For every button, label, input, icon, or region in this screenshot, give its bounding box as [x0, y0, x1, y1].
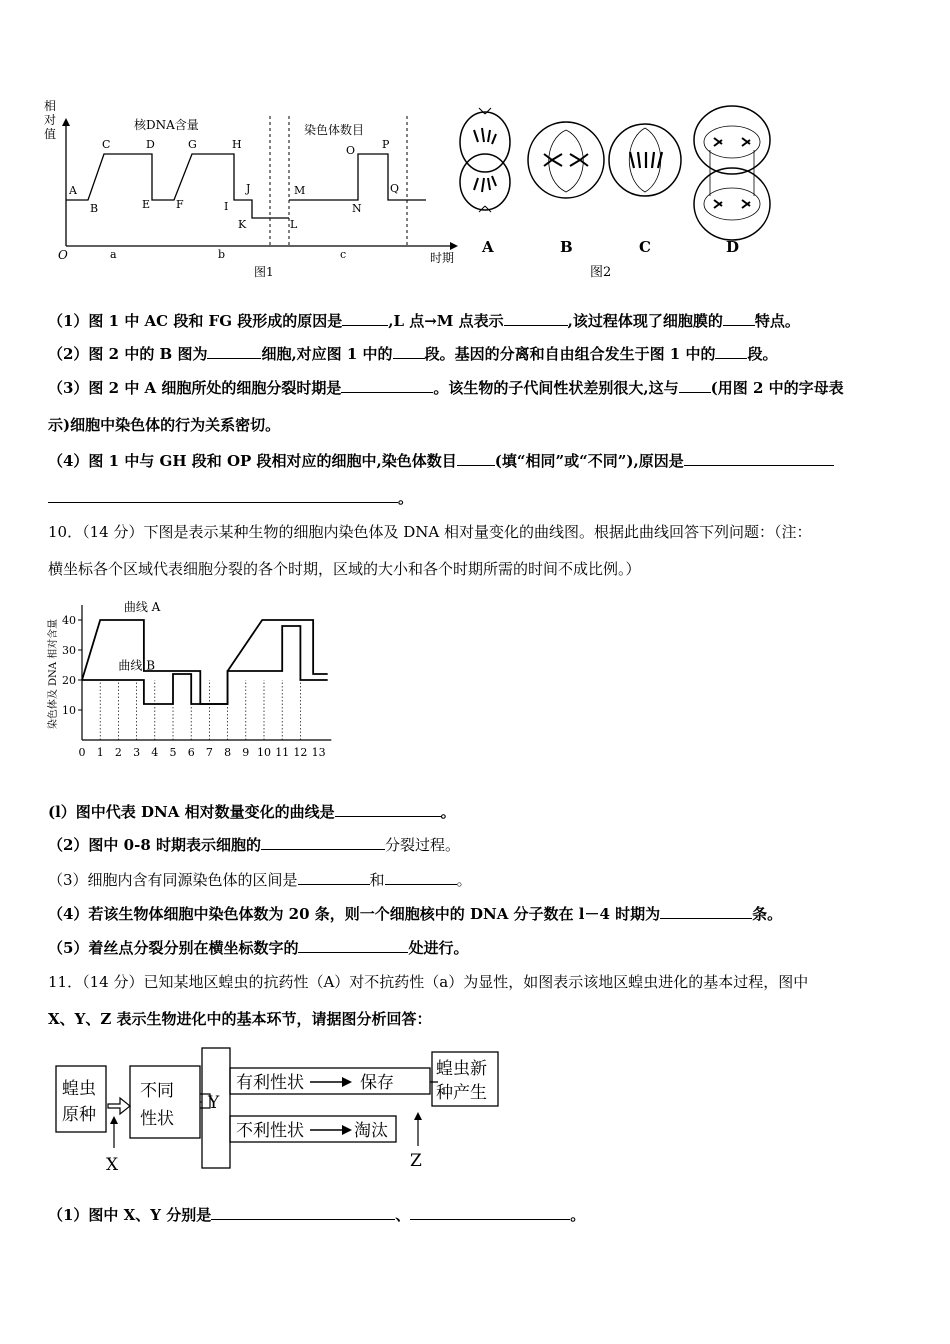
fig2-caption: 图2	[590, 265, 612, 280]
answer-blank[interactable]	[385, 870, 457, 885]
answer-blank[interactable]	[679, 378, 711, 393]
q9-item-4: （4）图 1 中与 GH 段和 OP 段相对应的细胞中,染色体数目 (填“相同”或“不同”),原因是	[48, 451, 834, 471]
cell-label: D	[726, 238, 740, 256]
cell-label: C	[639, 238, 651, 256]
segment-label: b	[218, 248, 226, 261]
cell-label: B	[560, 238, 573, 256]
box2-line1: 不同	[140, 1081, 174, 1101]
x-tick-label: 4	[151, 746, 159, 759]
fig1-title-dna: 核DNA含量	[134, 118, 199, 132]
point-label: C	[102, 138, 111, 151]
answer-blank[interactable]	[660, 904, 752, 919]
x-tick-label: 7	[205, 746, 213, 759]
figure-1	[38, 96, 468, 286]
box4-line1: 蝗虫新	[436, 1059, 487, 1079]
answer-blank[interactable]	[410, 1205, 570, 1220]
answer-blank[interactable]	[684, 451, 834, 466]
series-label-b: 曲线 B	[118, 658, 156, 673]
curve-chart	[44, 590, 374, 770]
good-traits-label: 有利性状	[236, 1073, 304, 1093]
point-label: Q	[390, 182, 400, 195]
answer-blank[interactable]	[393, 344, 425, 359]
y-tick-label: 30	[62, 644, 76, 657]
point-label: G	[188, 138, 197, 151]
point-label: F	[176, 198, 184, 211]
x-tick-label: 1	[96, 746, 104, 759]
x-tick-label: 2	[114, 746, 122, 759]
q10-item-3: （3）细胞内含有同源染色体的区间是 和 。	[48, 871, 472, 889]
q9-item-1: （1）图 1 中 AC 段和 FG 段形成的原因是 ,L 点→M 点表示 ,该过程体现了细胞膜的 特点。	[48, 312, 800, 330]
keep-label: 保存	[360, 1073, 394, 1093]
cell-d	[694, 106, 770, 240]
q9-item-4-cont: 。	[48, 488, 413, 508]
x-tick-label: 5	[169, 746, 177, 759]
x-label: X	[106, 1155, 119, 1175]
x-tick-label: 3	[133, 746, 141, 759]
cell-c	[609, 124, 681, 196]
q9-item-2: （2）图 2 中的 B 图为 细胞,对应图 1 中的 段。基因的分离和自由组合发生于图 1 中的 段。	[48, 345, 778, 363]
answer-blank[interactable]	[715, 344, 747, 359]
y-label-2: 对	[44, 113, 57, 127]
q9-item-3: （3）图 2 中 A 细胞所处的细胞分裂时期是 。该生物的子代间性状差别很大,这与 (用图 2 中的字母表	[48, 379, 844, 397]
q10-stem-2: 横坐标各个区域代表细胞分裂的各个时期，区域的大小和各个时期所需的时间不成比例。）	[48, 560, 641, 578]
point-label: L	[290, 218, 298, 231]
x-tick-label: 13	[311, 746, 326, 759]
point-label: O	[346, 144, 356, 157]
point-label: J	[246, 182, 251, 195]
point-label: N	[352, 202, 362, 215]
fig1-title-chrom: 染色体数目	[304, 123, 365, 137]
segment-label: a	[110, 248, 117, 261]
answer-blank[interactable]	[211, 1205, 395, 1220]
q11-stem-2: X、Y、Z 表示生物进化中的基本环节，请据图分析回答：	[48, 1010, 432, 1028]
figure-2	[452, 100, 787, 280]
x-tick-label: 12	[293, 746, 308, 759]
point-label: E	[142, 198, 151, 211]
box4-line2: 种产生	[436, 1083, 487, 1103]
q10-item-2: （2）图中 0-8 时期表示细胞的 分裂过程。	[48, 836, 460, 854]
y-tick-label: 40	[62, 614, 76, 627]
answer-blank[interactable]	[48, 488, 398, 503]
q10-item-5: （5）着丝点分裂分别在横坐标数字的 处进行。	[48, 939, 469, 957]
answer-blank[interactable]	[261, 835, 385, 850]
answer-blank[interactable]	[207, 344, 261, 359]
cell-label: A	[482, 238, 494, 256]
point-label: A	[69, 184, 77, 197]
x-tick-label: 6	[187, 746, 195, 759]
point-label: B	[90, 202, 99, 215]
answer-blank[interactable]	[342, 311, 388, 326]
q9-item-3-cont: 示)细胞中染色体的行为关系密切。	[48, 416, 281, 434]
y-axis-label: 染色体及 DNA 相对含量	[48, 618, 59, 730]
answer-blank[interactable]	[504, 311, 568, 326]
remove-label: 淘汰	[354, 1121, 388, 1141]
q11-item-1: （1）图中 X、Y 分别是 、 。	[48, 1206, 586, 1224]
y-tick-label: 10	[62, 704, 76, 717]
x-tick-label: 8	[224, 746, 232, 759]
x-tick-label: 11	[275, 746, 290, 759]
point-label: I	[224, 200, 229, 213]
box1-line1: 蝗虫	[62, 1079, 96, 1099]
point-label: H	[232, 138, 242, 151]
origin-label: O	[58, 248, 68, 262]
chromosome-curve	[289, 154, 426, 200]
cell-a	[460, 108, 510, 212]
answer-blank[interactable]	[341, 378, 433, 393]
point-label: P	[382, 138, 390, 151]
q10-item-1: (l）图中代表 DNA 相对数量变化的曲线是 。	[48, 803, 456, 821]
evolution-diagram	[48, 1042, 508, 1182]
x-tick-label: 9	[242, 746, 250, 759]
q10-stem-1: 10．（14 分）下图是表示某种生物的细胞内染色体及 DNA 相对量变化的曲线图。根据此曲线回答下列问题：（注：	[48, 523, 812, 541]
answer-blank[interactable]	[335, 802, 441, 817]
cell-b	[528, 122, 604, 198]
x-tick-label: 0	[78, 746, 86, 759]
x-tick-label: 10	[257, 746, 271, 759]
bad-traits-label: 不利性状	[236, 1121, 304, 1141]
series-label-a: 曲线 A	[123, 600, 161, 614]
fig1-caption: 图1	[254, 265, 274, 279]
answer-blank[interactable]	[298, 870, 370, 885]
box2-line2: 性状	[140, 1109, 174, 1129]
answer-blank[interactable]	[298, 938, 408, 953]
point-label: M	[294, 184, 306, 197]
point-label: K	[238, 218, 247, 231]
y-label: Y	[208, 1093, 220, 1113]
y-label-3: 值	[44, 127, 57, 141]
y-label-1: 相	[44, 99, 57, 113]
segment-label: c	[340, 248, 347, 261]
x-axis-label: 时期	[430, 251, 455, 265]
answer-blank[interactable]	[457, 451, 495, 466]
point-label: D	[146, 138, 155, 151]
box1-line2: 原种	[62, 1105, 96, 1125]
y-tick-label: 20	[62, 674, 76, 687]
q11-stem-1: 11．（14 分）已知某地区蝗虫的抗药性（A）对不抗药性（a）为显性，如图表示该地区蝗虫进化的基本过程，图中	[48, 973, 809, 991]
answer-blank[interactable]	[723, 311, 755, 326]
q10-item-4: （4）若该生物体细胞中染色体数为 20 条，则一个细胞核中的 DNA 分子数在 l－4 时期为 条。	[48, 905, 783, 923]
z-label: Z	[410, 1151, 422, 1171]
